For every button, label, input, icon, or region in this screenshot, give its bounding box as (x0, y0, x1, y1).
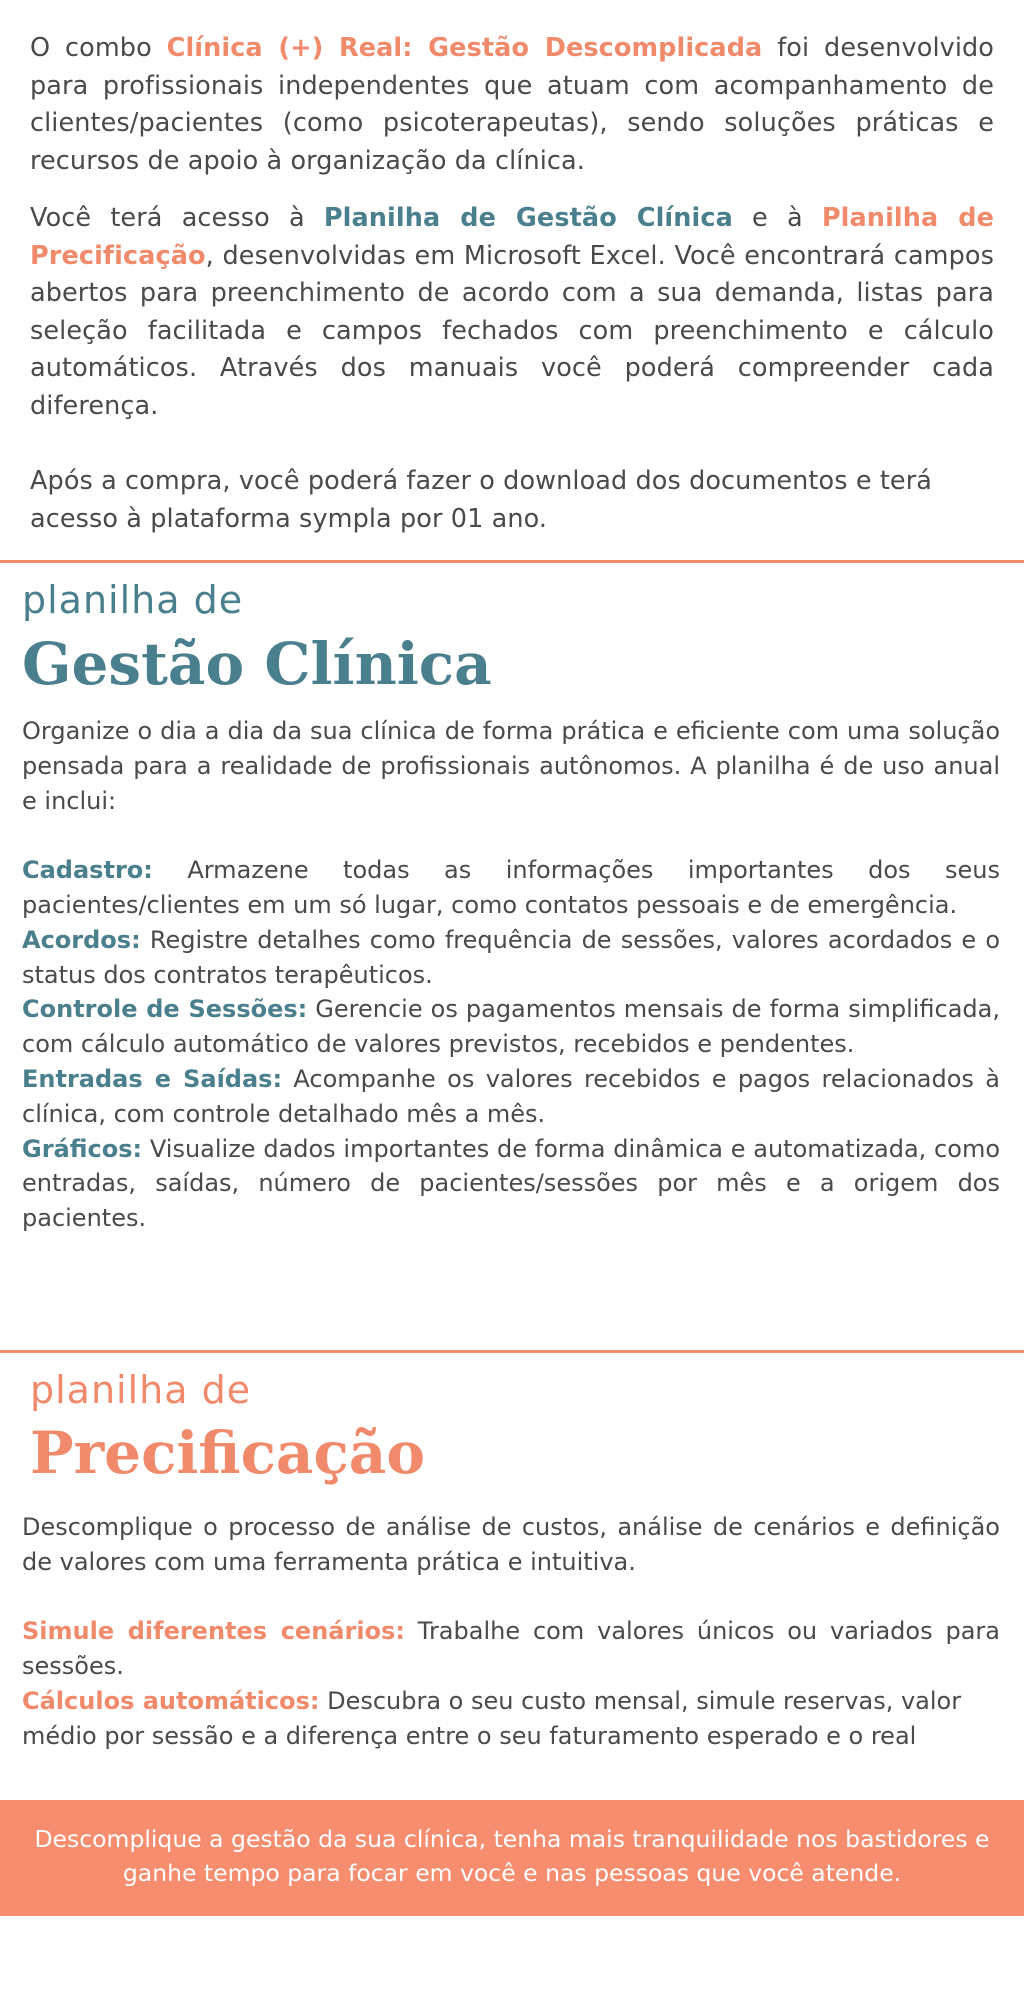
gestao-subtitle: planilha de (22, 578, 244, 622)
gestao-item-cadastro (22, 853, 1000, 923)
precificacao-subtitle: planilha de (30, 1368, 252, 1412)
item-text: Trabalhe com valores únicos ou variados para sessões. (22, 1617, 1001, 1681)
precificacao-item-cenarios (22, 1614, 1000, 1684)
gestao-item-entradas (22, 1062, 1000, 1132)
intro-paragraph-2 (30, 200, 994, 425)
spacer (22, 1580, 1000, 1615)
item-text: Acompanhe os valores recebidos e pagos relacionados à clínica, com controle detalhado mês a mês. (22, 1064, 1000, 1128)
intro-p2-after: , desenvolvidas em Microsoft Excel. Você encontrará campos abertos para preenchimento de acordo com a sua demanda, listas para seleção facilitada e campos fechados com preenchimento e cálculo automáticos. Através dos manuais você poderá compreender cada diferença. (30, 240, 994, 421)
precificacao-item-calculos (22, 1684, 1000, 1754)
precificacao-title: Precificação (30, 1419, 426, 1487)
item-label: Controle de Sessões: (22, 995, 308, 1024)
section-divider-1 (0, 560, 1024, 563)
item-label: Gráficos: (22, 1134, 143, 1163)
intro-p2-middle: e à (732, 203, 822, 233)
intro-p1-after: foi desenvolvido para profissionais independentes que atuam com acompanhamento de clientes/pacientes (como psicoterapeutas), sendo soluções práticas e recursos de apoio à organização da clínica. (30, 33, 994, 176)
section-divider-2 (0, 1350, 1024, 1353)
item-label: Simule diferentes cenários: (22, 1617, 405, 1646)
intro-p2-before: Você terá acesso à (30, 203, 324, 233)
item-label: Acordos: (22, 925, 141, 954)
item-text: Descubra o seu custo mensal, simule reservas, valor médio por sessão e a diferença entre o seu faturamento esperado e o real (22, 1686, 962, 1750)
precificacao-product-name: Planilha de Precificação (30, 203, 994, 271)
intro-p1-before: O combo (30, 33, 167, 63)
item-text: Registre detalhes como frequência de sessões, valores acordados e o status dos contratos terapêuticos. (22, 925, 1000, 989)
gestao-item-acordos (22, 923, 1000, 993)
gestao-item-controle (22, 992, 1000, 1062)
intro-paragraph-3: Após a compra, você poderá fazer o download dos documentos e terá acesso à plataforma sympla por 01 ano. (30, 466, 933, 534)
item-text: Gerencie os pagamentos mensais de forma simplificada, com cálculo automático de valores previstos, recebidos e pendentes. (22, 995, 1000, 1059)
item-label: Cálculos automáticos: (22, 1686, 320, 1715)
item-text: Armazene todas as informações importantes dos seus pacientes/clientes em um só lugar, como contatos pessoais e de emergência. (22, 856, 1000, 919)
gestao-intro: Organize o dia a dia da sua clínica de forma prática e eficiente com uma solução pensada para a realidade de profissionais autônomos. A planilha é de uso anual e inclui: (22, 717, 1000, 815)
gestao-title: Gestão Clínica (22, 630, 492, 698)
precificacao-body (22, 1510, 1000, 1754)
gestao-item-graficos (22, 1132, 1000, 1236)
intro-paragraph-1 (30, 30, 994, 180)
combo-name: Clínica (+) Real: Gestão Descomplicada (166, 33, 763, 63)
precificacao-intro: Descomplique o processo de análise de custos, análise de cenários e definição de valores com uma ferramenta prática e intuitiva. (22, 1513, 1000, 1576)
spacer (22, 818, 1000, 853)
gestao-body (22, 714, 1000, 1236)
gestao-product-name: Planilha de Gestão Clínica (323, 203, 733, 233)
item-label: Entradas e Saídas: (22, 1064, 283, 1093)
item-label: Cadastro: (22, 856, 153, 885)
banner-text: Descomplique a gestão da sua clínica, tenha mais tranquilidade nos bastidores e ganhe tempo para focar em você e nas pessoas que você atende. (34, 1825, 990, 1887)
item-text: Visualize dados importantes de forma dinâmica e automatizada, como entradas, saídas, número de pacientes/sessões por mês e a origem dos pacientes. (22, 1134, 1000, 1233)
